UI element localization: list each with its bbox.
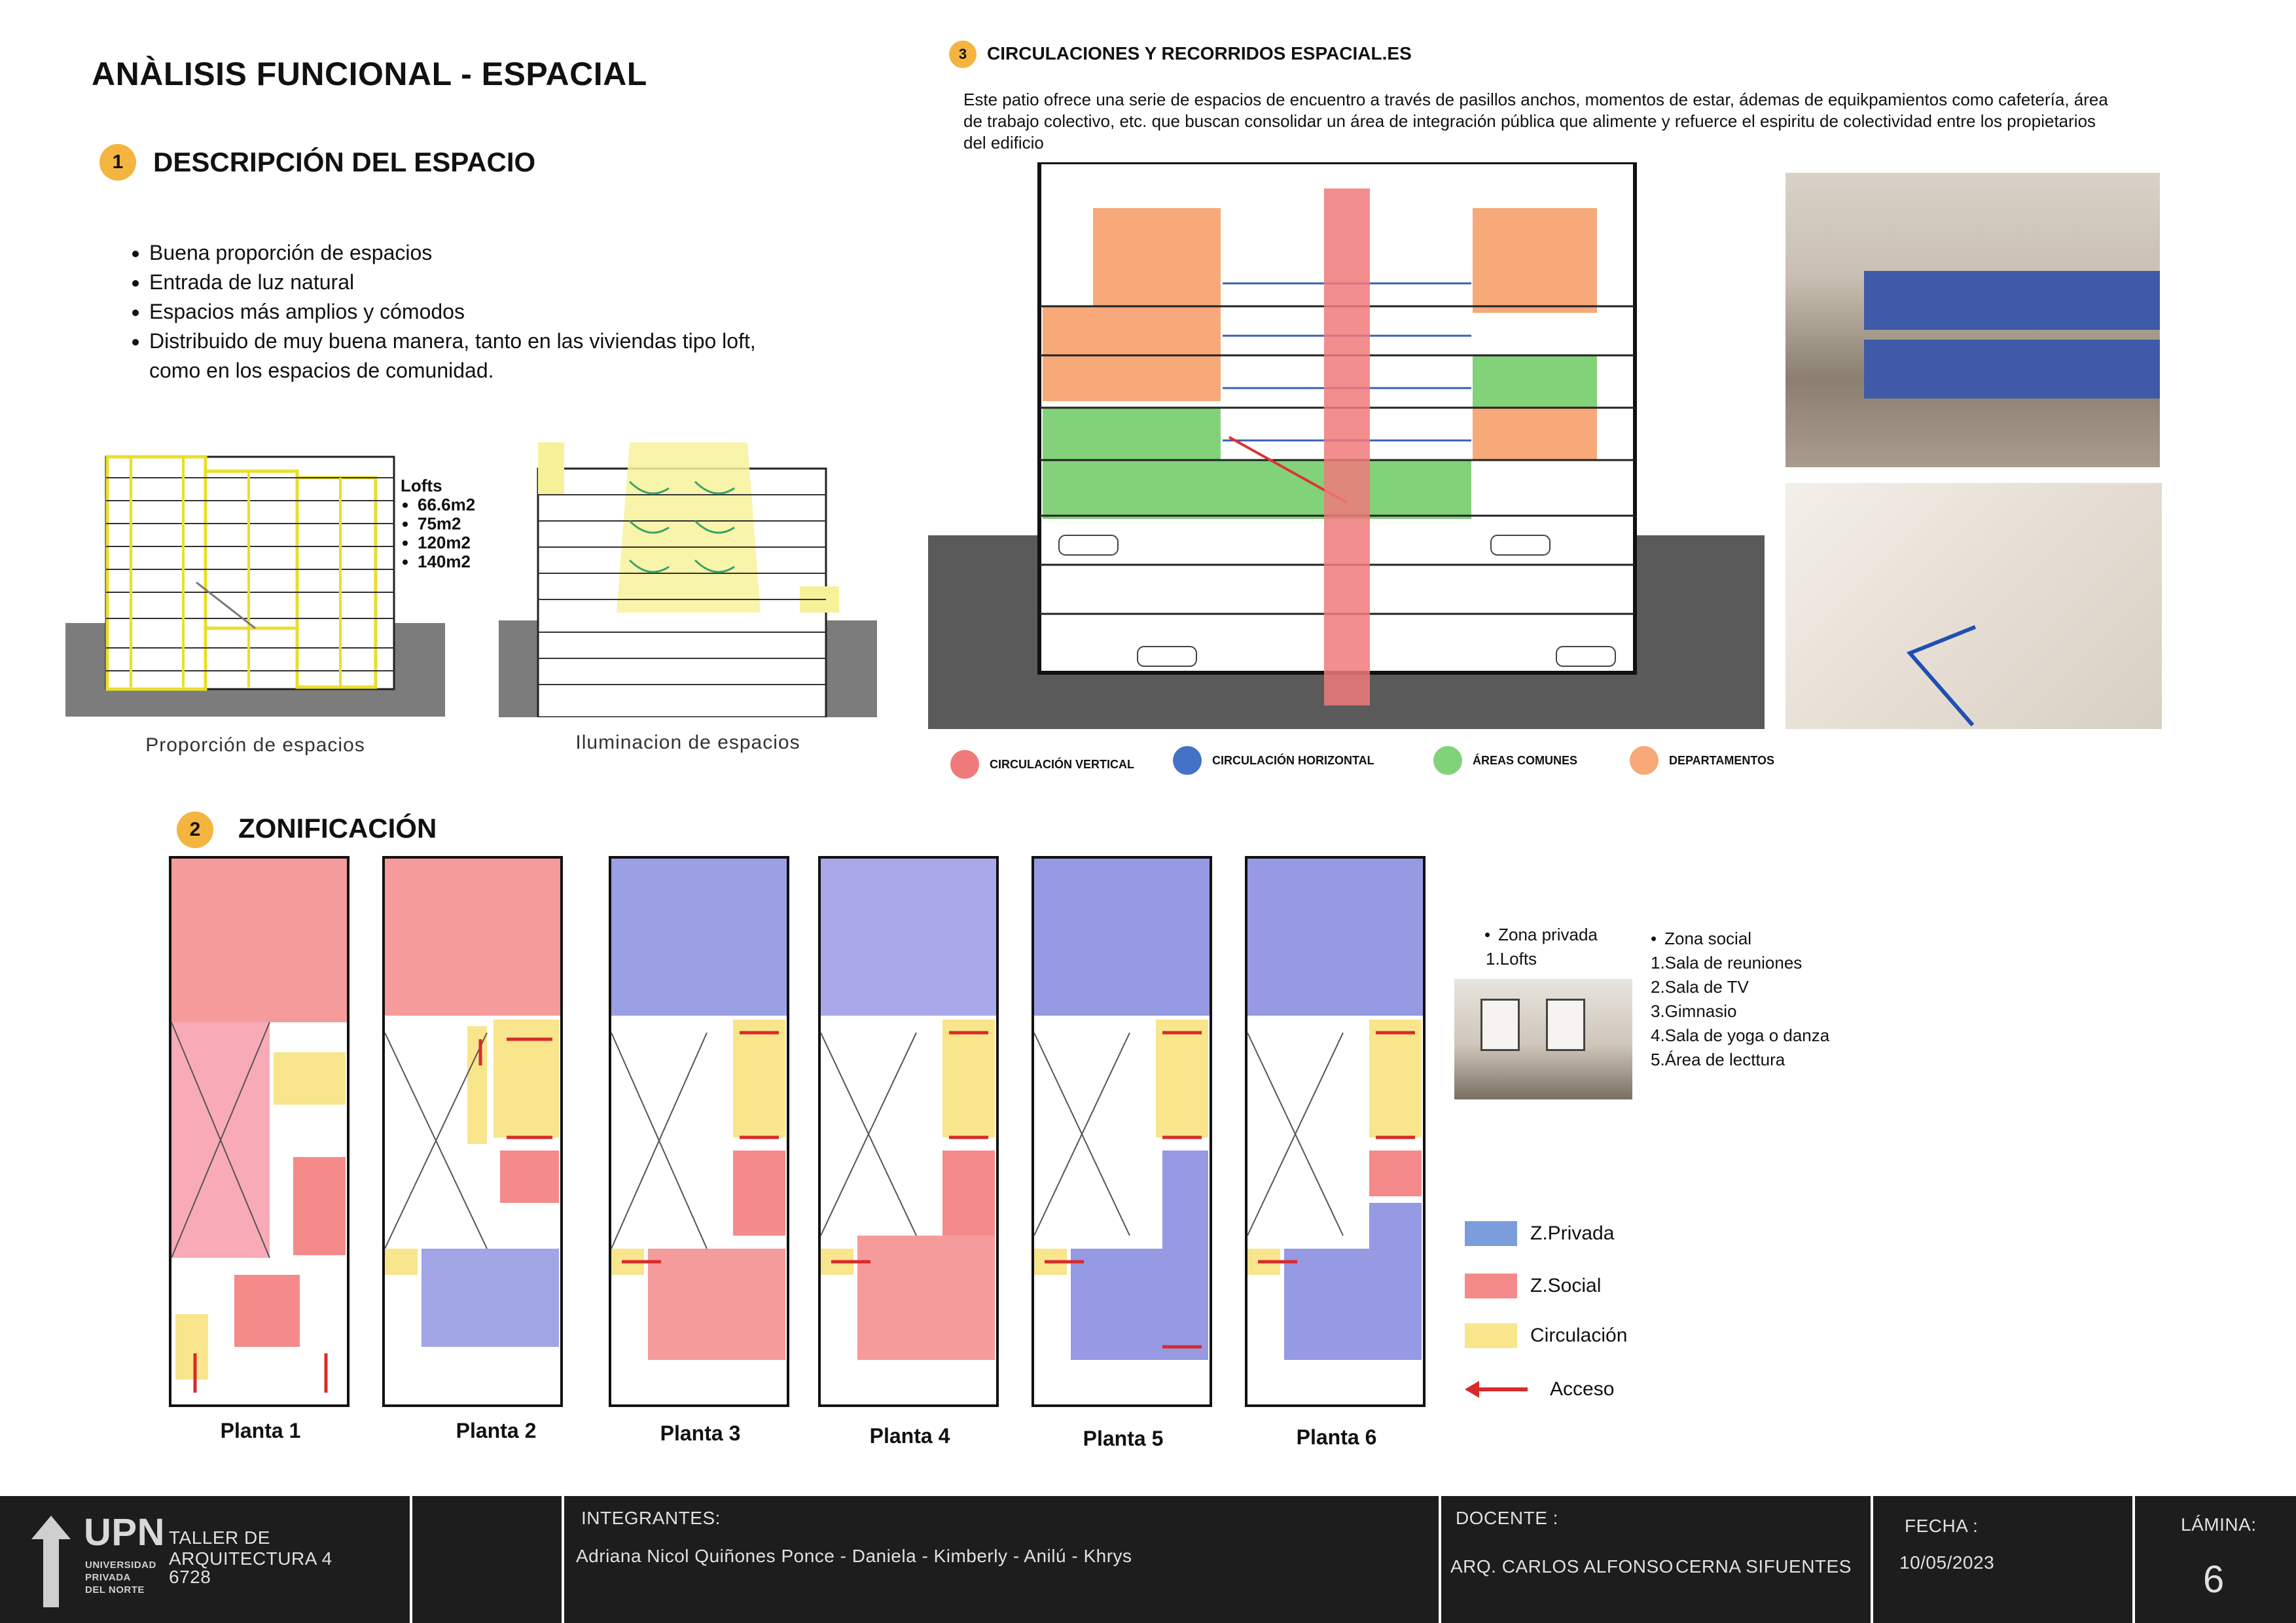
bullet-item: • Buena proporción de espacios — [149, 238, 778, 268]
blue-railing — [1864, 340, 2160, 399]
section2-number-badge: 2 — [177, 812, 213, 848]
legend-horizontal-circulation: CIRCULACIÓN HORIZONTAL — [1173, 746, 1374, 775]
section3-heading: CIRCULACIONES Y RECORRIDOS ESPACIAL.ES — [987, 43, 1412, 63]
footer-empty-cell — [412, 1496, 564, 1623]
page-title: ANÀLISIS FUNCIONAL - ESPACIAL — [92, 56, 647, 92]
corridor-photo — [1785, 483, 2162, 729]
bullet-item: • Entrada de luz natural — [149, 268, 778, 297]
plan-label: Planta 2 — [456, 1419, 537, 1442]
plan-label: Planta 6 — [1296, 1425, 1377, 1449]
teacher-first-name: ARQ. CARLOS ALFONSO — [1450, 1556, 1674, 1577]
social-zone-item: 2.Sala de TV — [1651, 977, 1749, 997]
blue-railing — [1864, 271, 2160, 330]
footer-sheet-cell — [2135, 1496, 2296, 1623]
footer-members-cell — [564, 1496, 1441, 1623]
plan-4-drawing — [818, 856, 999, 1410]
social-zone-item: 4.Sala de yoga o danza — [1651, 1026, 1830, 1045]
date-label: FECHA : — [1905, 1516, 1979, 1536]
plan-5-drawing — [1031, 856, 1212, 1410]
plan-label: Planta 5 — [1083, 1427, 1164, 1450]
orange-dot-icon — [1630, 746, 1659, 775]
loft-size: • 140m2 — [418, 552, 475, 571]
lofts-heading: Lofts — [401, 476, 442, 495]
plan-3-drawing — [609, 856, 789, 1410]
loft-photo — [1454, 979, 1632, 1099]
private-zone-item: 1.Lofts — [1486, 949, 1537, 969]
red-arrow-icon — [1465, 1377, 1530, 1402]
lofts-list — [401, 476, 475, 571]
illumination-section-drawing — [499, 442, 877, 717]
section3-number-badge: 3 — [949, 41, 977, 68]
loft-size: • 66.6m2 — [418, 495, 475, 514]
upn-logo-subtitle: UNIVERSIDAD PRIVADA DEL NORTE — [85, 1560, 156, 1596]
members-names: Adriana Nicol Quiñones Ponce - Daniela - Kimberly - Anilú - Khrys — [576, 1546, 1132, 1566]
circulation-section-drawing — [928, 162, 1765, 729]
legend-private-zone: Z.Privada — [1465, 1221, 1614, 1246]
date-value: 10/05/2023 — [1899, 1552, 1995, 1573]
legend-vertical-circulation: CIRCULACIÓN VERTICAL — [950, 750, 1134, 779]
plan-label: Planta 3 — [660, 1421, 741, 1445]
sheet-label: LÁMINA: — [2181, 1514, 2257, 1535]
plan-label: Planta 4 — [869, 1424, 950, 1448]
circulation-arrow-icon — [1785, 483, 2162, 729]
upn-logo-icon — [31, 1516, 71, 1607]
legend-circulation: Circulación — [1465, 1323, 1627, 1348]
footer-bar — [0, 1496, 2296, 1623]
section1-heading: DESCRIPCIÓN DEL ESPACIO — [153, 147, 536, 177]
social-zone-title: • Zona social — [1651, 927, 1829, 951]
course-name: TALLER DE ARQUITECTURA 4 — [169, 1527, 332, 1569]
window — [1480, 999, 1520, 1051]
social-zone-item: 3.Gimnasio — [1651, 1001, 1737, 1021]
footer-course-cell — [0, 1496, 412, 1623]
legend-common-areas: ÁREAS COMUNES — [1433, 746, 1577, 775]
proportion-section-drawing — [65, 452, 445, 717]
atrium-photo — [1785, 173, 2160, 467]
plan-1-drawing — [169, 856, 350, 1410]
legend-apartments: DEPARTAMENTOS — [1630, 746, 1774, 775]
legend-social-zone: Z.Social — [1465, 1274, 1601, 1298]
footer-teacher-cell — [1441, 1496, 1873, 1623]
members-label: INTEGRANTES: — [581, 1508, 721, 1528]
private-zone-title: • Zona privada — [1484, 923, 1598, 947]
section1-number-badge: 1 — [99, 144, 136, 181]
social-zone-list — [1651, 927, 1829, 1072]
upn-logo-text: UPN — [84, 1511, 165, 1554]
blue-dot-icon — [1173, 746, 1202, 775]
footer-date-cell — [1873, 1496, 2135, 1623]
illumination-caption: Iluminacion de espacios — [575, 732, 800, 753]
social-zone-item: 5.Área de lecttura — [1651, 1050, 1785, 1069]
private-zone-list — [1484, 923, 1598, 971]
social-zone-item: 1.Sala de reuniones — [1651, 953, 1803, 972]
description-bullet-list — [149, 238, 778, 385]
green-dot-icon — [1433, 746, 1462, 775]
teacher-last-name: CERNA SIFUENTES — [1676, 1556, 1852, 1577]
plan-label: Planta 1 — [220, 1419, 301, 1442]
section3-paragraph: Este patio ofrece una serie de espacios de encuentro a través de pasillos anchos, momentos de estar, ádemas de equikpamientos como cafetería, área de trabajo colectivo, etc. que buscan consolidar un área de integración pública que alimente y refuerce el espiritu de colectividad entre los propietarios del edificio — [963, 90, 2108, 152]
plan-6-drawing — [1245, 856, 1426, 1410]
section2-heading: ZONIFICACIÓN — [238, 813, 437, 844]
loft-size: • 75m2 — [418, 514, 475, 533]
blue-swatch-icon — [1465, 1221, 1517, 1246]
yellow-swatch-icon — [1465, 1323, 1517, 1348]
sheet-number: 6 — [2203, 1558, 2225, 1601]
window — [1546, 999, 1585, 1051]
teacher-label: DOCENTE : — [1456, 1508, 1558, 1528]
bullet-item: • Espacios más amplios y cómodos — [149, 297, 778, 327]
plan-2-drawing — [382, 856, 563, 1410]
legend-access: Acceso — [1465, 1377, 1614, 1402]
proportion-caption: Proporción de espacios — [145, 734, 365, 756]
red-dot-icon — [950, 750, 979, 779]
loft-size: • 120m2 — [418, 533, 475, 552]
course-code: 6728 — [169, 1567, 211, 1587]
bullet-item: • Distribuido de muy buena manera, tanto en las viviendas tipo loft, como en los espacios de comunidad. — [149, 327, 778, 385]
red-swatch-icon — [1465, 1274, 1517, 1298]
